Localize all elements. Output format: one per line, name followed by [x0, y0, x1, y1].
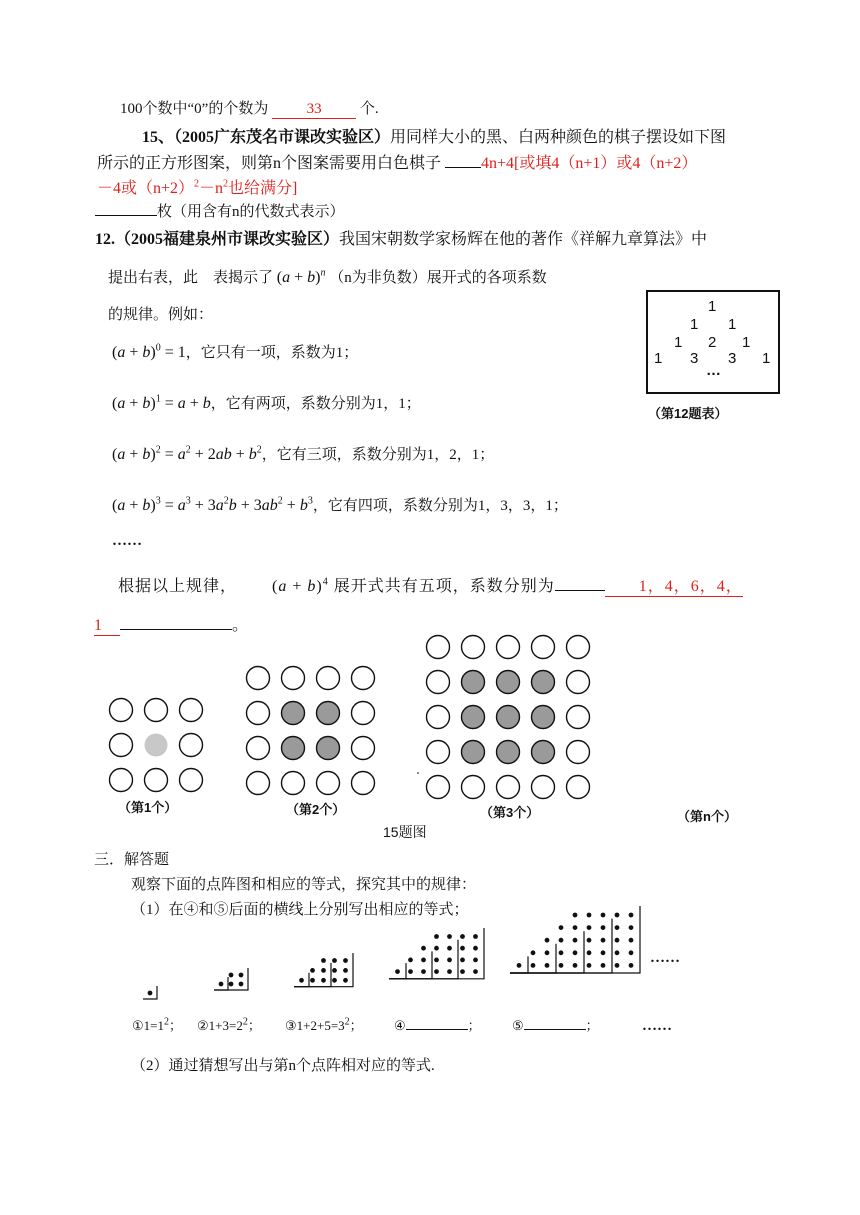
- lattice-dot: [587, 951, 591, 955]
- lattice-dot: [559, 926, 563, 930]
- eq-5-blank: ⑤ ；: [512, 1018, 599, 1033]
- lattice-dot: [629, 913, 633, 917]
- lattice-dot: [615, 926, 619, 930]
- lattice-dot: [239, 982, 243, 986]
- q12-line2: 提出右表，此 表揭示了 $(a + b)^n$ （n为非负数）展开式的各项系数: [108, 267, 547, 286]
- lattice-dot: [601, 938, 605, 942]
- lattice-dot: [448, 946, 452, 950]
- lattice-dot: [435, 935, 439, 939]
- lattice-dot: [573, 951, 577, 955]
- lattice-dot: [615, 951, 619, 955]
- lattice-dot: [409, 970, 413, 974]
- lattice-dot: [573, 938, 577, 942]
- lattice-dot: [573, 964, 577, 968]
- lattice-dot: [559, 964, 563, 968]
- lattice-dot: [517, 964, 521, 968]
- eq-power-3: $(a + b)^3 = a^3 + 3a^2b + 3ab^2 + b^3$，它有四项，系数分别为1，3，3，1；: [112, 495, 568, 514]
- lattice-dot: [239, 973, 243, 977]
- section3-heading: 三．解答题: [94, 852, 170, 868]
- tri-r4c3: 3: [728, 350, 737, 367]
- lattice-line: [214, 968, 248, 990]
- lattice-dot: [344, 959, 348, 963]
- lattice-dot: [587, 913, 591, 917]
- lattice-dot: [396, 970, 400, 974]
- lattice-dot: [559, 951, 563, 955]
- q12-line1: 12.（2005福建泉州市课改实验区）我国宋朝数学家杨辉在他的著作《祥解九章算法》中: [95, 231, 708, 248]
- section3-part2: （2）通过猜想写出与第n个点阵相对应的等式.: [131, 1058, 435, 1074]
- lattice-dot: [148, 991, 152, 995]
- lattice-dot: [322, 969, 326, 973]
- lattice-dot: [629, 964, 633, 968]
- line-100-numbers: 100个数中“0”的个数为 33 个.: [120, 101, 379, 117]
- tri-r4c4: 1: [762, 350, 771, 367]
- lattice-dot: [629, 926, 633, 930]
- lattice-dot: [559, 938, 563, 942]
- lattice-dot: [587, 964, 591, 968]
- lattice-dot: [448, 935, 452, 939]
- lattice-dot: [448, 970, 452, 974]
- lattice-dot: [422, 958, 426, 962]
- lattice-dot: [601, 926, 605, 930]
- fig-caption-3: （第3个）: [480, 805, 540, 820]
- eq-power-2: $(a + b)^2 = a^2 + 2ab + b^2$，它有三项，系数分别为1，2，1；: [112, 444, 495, 463]
- eq-power-1: $(a + b)^1 = a + b$，它有两项，系数分别为1，1；: [112, 393, 421, 412]
- lattice-dot: [322, 959, 326, 963]
- lattice-dot: [333, 969, 337, 973]
- lattice-dot: [615, 938, 619, 942]
- lattice-line: [510, 944, 556, 973]
- tri-r3c2: 2: [708, 334, 717, 351]
- q15-line4: 枚（用含有n的代数式表示）: [95, 200, 345, 221]
- lattice-dot: [435, 946, 439, 950]
- lattice-dot: [629, 951, 633, 955]
- tri-r2c2: 1: [728, 316, 737, 333]
- eq-ellipsis: ……: [642, 1018, 672, 1034]
- tri-r4c1: 1: [654, 350, 663, 367]
- eq-power-0: $(a + b)^0 = 1$，它只有一项，系数为1；: [112, 342, 359, 361]
- lattice-line: [389, 951, 432, 978]
- fig-caption-1: （第1个）: [118, 800, 178, 815]
- lattice-dot: [461, 970, 465, 974]
- section3-part1: （1）在④和⑤后面的横线上分别写出相应的等式；: [131, 902, 469, 918]
- fig-caption-2: （第2个）: [286, 802, 346, 817]
- lattice-dot: [333, 959, 337, 963]
- eq-2: $②1+3=2^2$；: [197, 1016, 261, 1033]
- lattice-dot: [229, 982, 233, 986]
- lattice-dot: [333, 979, 337, 983]
- lattice-dot: [474, 935, 478, 939]
- answer-coefficients-1: 1，4，6，4，: [605, 573, 743, 597]
- lattice-dot: [461, 958, 465, 962]
- q12-conclusion: 根据以上规律， $(a + b)^4$ 展开式共有五项，系数分别为 1，4，6，4，: [118, 573, 743, 597]
- lattice-dot: [448, 958, 452, 962]
- lattice-dot: [587, 926, 591, 930]
- table-caption: （第12题表）: [648, 406, 728, 421]
- lattice-dot: [300, 979, 304, 983]
- lattice-dot: [573, 926, 577, 930]
- lattice-dot: [545, 951, 549, 955]
- lattice-dot: [587, 938, 591, 942]
- eq-3: $③1+2+5=3^2$；: [285, 1016, 363, 1033]
- lattice-dot: [531, 951, 535, 955]
- lattice-dot: [601, 964, 605, 968]
- fig15-title: 15题图: [383, 824, 427, 840]
- q15-line3: －4或$(n+2)^2-n^2$也给满分]: [97, 178, 298, 197]
- eq-1: $①1=1^2$；: [132, 1016, 183, 1033]
- lattice-dot: [573, 913, 577, 917]
- lattice-dot: [601, 951, 605, 955]
- lattice-dot: [322, 979, 326, 983]
- lattice-dot: [422, 970, 426, 974]
- lattice-ellipsis: ……: [650, 950, 680, 966]
- lattice-dot: [474, 946, 478, 950]
- lattice-dot: [344, 979, 348, 983]
- lattice-dot: [545, 938, 549, 942]
- answer-coefficients-2: 1: [94, 617, 120, 636]
- lattice-dot: [601, 913, 605, 917]
- lattice-dot: [615, 964, 619, 968]
- q15-line1: 15、（2005广东茂名市课改实验区）用同样大小的黑、白两种颜色的棋子摆设如下图: [142, 129, 727, 146]
- lattice-dot: [435, 970, 439, 974]
- section3-intro: 观察下面的点阵图和相应的等式，探究其中的规律：: [131, 877, 477, 893]
- lattice-dot: [545, 964, 549, 968]
- ellipsis: ……: [112, 533, 142, 549]
- lattice-dot: [409, 958, 413, 962]
- tri-r3c3: 1: [742, 334, 751, 351]
- lattice-dot: [461, 946, 465, 950]
- lattice-dot: [474, 970, 478, 974]
- lattice-dot: [344, 969, 348, 973]
- q12-conclusion-line2: 1 。: [94, 617, 249, 634]
- lattice-dot: [461, 935, 465, 939]
- lattice-dot: [219, 982, 223, 986]
- lattice-dot: [311, 969, 315, 973]
- tri-r3c1: 1: [674, 334, 683, 351]
- lattice-dot: [531, 964, 535, 968]
- lattice-line: [294, 963, 331, 987]
- q12-line3: 的规律。例如：: [108, 307, 214, 323]
- lattice-dot: [229, 973, 233, 977]
- lattice-dot: [474, 958, 478, 962]
- tri-dots: …: [706, 362, 721, 379]
- eq-4-blank: ④ ；: [394, 1018, 481, 1033]
- lattice-dot: [422, 946, 426, 950]
- tri-r1c1: 1: [708, 298, 717, 315]
- lattice-dot: [311, 979, 315, 983]
- tri-r2c1: 1: [690, 316, 699, 333]
- fig-caption-n: （第n个）: [677, 809, 737, 824]
- answer-33: 33: [272, 101, 356, 119]
- lattice-dot: [435, 958, 439, 962]
- q15-line2: 所示的正方形图案，则第n个图案需要用白色棋子 4n+4[或填4（n+1）或4（n+2）: [97, 155, 698, 172]
- lattice-dot: [615, 913, 619, 917]
- tri-r4c2: 3: [690, 350, 699, 367]
- lattice-dot: [629, 938, 633, 942]
